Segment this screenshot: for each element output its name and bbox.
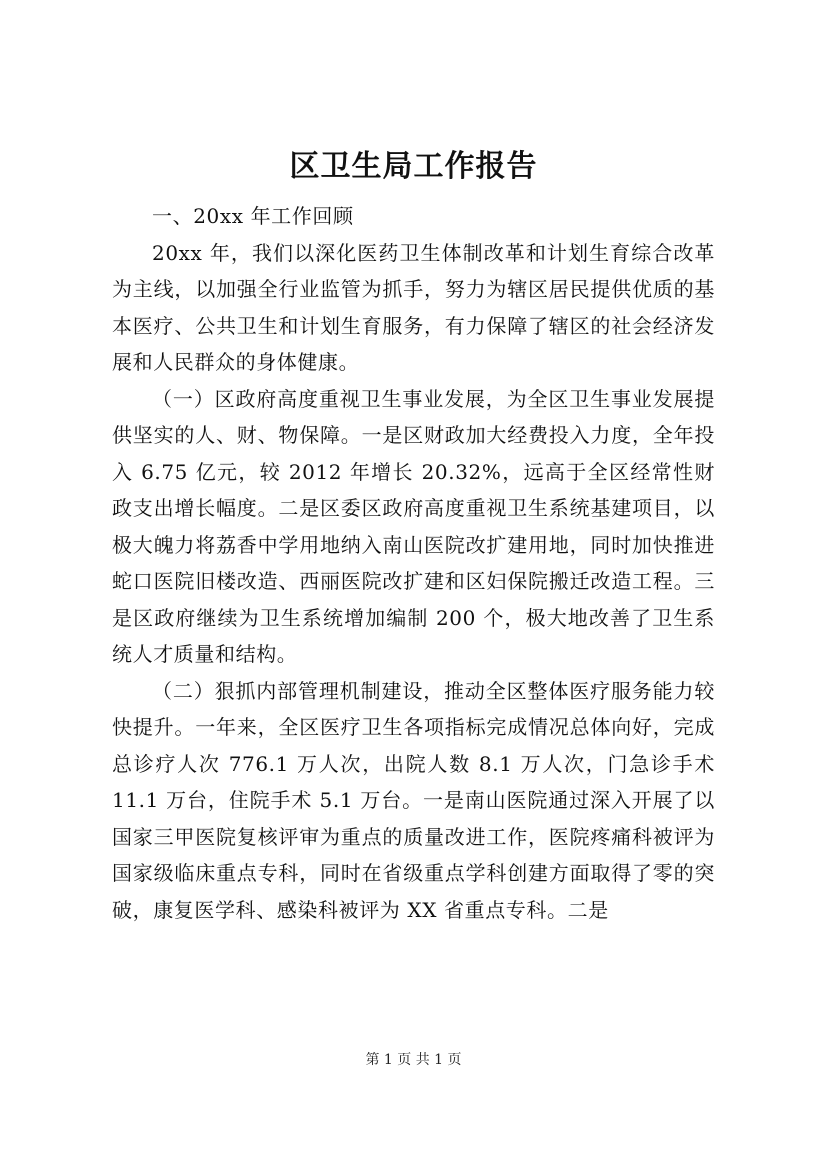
page-footer: 第 1 页 共 1 页 — [365, 1052, 462, 1068]
document-title: 区卫生局工作报告 — [289, 149, 538, 184]
section-heading: 一、20xx 年工作回顾 — [152, 204, 354, 228]
paragraph: 20xx 年，我们以深化医药卫生体制改革和计划生育综合改革为主线，以加强全行业监管为抓手，努力为辖区居民提供优质的基本医疗、公共卫生和计划生育服务，有力保障了辖区的社会经济发展和人民群众的身体健康。 — [112, 240, 715, 374]
document-body — [112, 198, 715, 928]
paragraph: （一）区政府高度重视卫生事业发展，为全区卫生事业发展提供坚实的人、财、物保障。一是区财政加大经费投入力度，全年投入 6.75 亿元，较 2012 年增长 20.32%，远高于全区经常性财政支出增长幅度。二是区委区政府高度重视卫生系统基建项目，以极大魄力将荔香中学用地纳入南山医院改扩建用地，同时加快推进蛇口医院旧楼改造、西丽医院改扩建和区妇保院搬迁改造工程。三是区政府继续为卫生系统增加编制 200 个，极大地改善了卫生系统人才质量和结构。 — [112, 386, 715, 666]
paragraph: （二）狠抓内部管理机制建设，推动全区整体医疗服务能力较快提升。一年来，全区医疗卫生各项指标完成情况总体向好，完成总诊疗人次 776.1 万人次，出院人数 8.1 万人次，门急诊手术 11.1 万台，住院手术 5.1 万台。一是南山医院通过深入开展了以国家三甲医院复核评审为重点的质量改进工作，医院疼痛科被评为国家级临床重点专科，同时在省级重点学科创建方面取得了零的突破，康复医学科、感染科被评为 XX 省重点专科。二是 — [112, 678, 715, 922]
